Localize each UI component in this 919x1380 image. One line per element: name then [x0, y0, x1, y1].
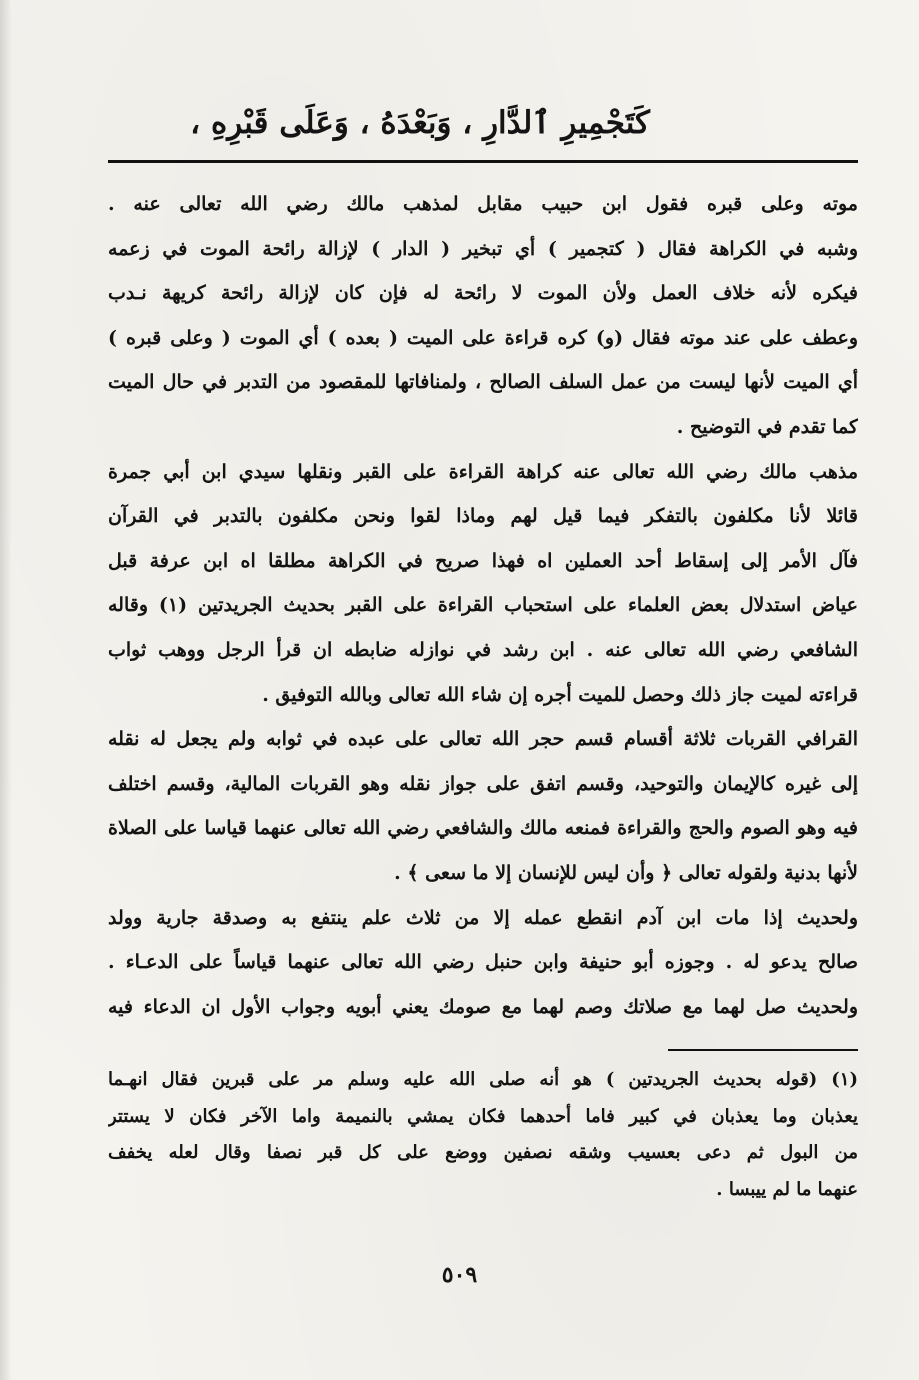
text-line: قراءته لميت جاز ذلك وحصل للميت أجره إن شاء الله تعالى وبالله التوفيق . [262, 683, 858, 706]
header-rule [108, 160, 858, 163]
page-edge-shadow [0, 0, 12, 1380]
text-line: فيه وهو الصوم والحج والقراءة فمنعه مالك والشافعي رضي الله تعالى عنهما قياسا على الصلاة [108, 817, 858, 840]
text-line: ولحديث صل لهما مع صلاتك وصم لهما مع صومك يعني أبويه وجواب الأول ان الدعاء فيه [108, 995, 858, 1018]
text-line: الشافعي رضي الله تعالى عنه . ابن رشد في نوازله ضابطه ان قرأ الرجل ووهب ثواب [108, 638, 858, 661]
text-line: كما تقدم في التوضيح . [676, 415, 858, 438]
footnotes [108, 1062, 858, 1208]
footnote-line: من البول ثم دعى بعسيب وشقه نصفين ووضع على كل قبر نصفا وقال لعله يخفف [108, 1142, 858, 1163]
text-line: وشبه في الكراهة فقال ( كتجمير ) أي تبخير ( الدار ) لإزالة رائحة الموت في زعمه [108, 237, 858, 260]
page-number: ٥٠٩ [441, 1262, 478, 1288]
text-line: عياض استدلال بعض العلماء على استحباب القراءة على القبر بحديث الجريدتين (١) وقاله [108, 594, 858, 617]
text-line: لأنها بدنية ولقوله تعالى ﴿ وأن ليس للإنسان إلا ما سعى ﴾ . [394, 861, 858, 884]
text-line: قائلا لأنا مكلفون بالتفكر فيما قيل لهم وماذا لقوا ونحن مكلفون بالتدبر في القرآن [108, 505, 858, 528]
footnote-line: يعذبان وما يعذبان في كبير فاما أحدهما فكان يمشي بالنميمة واما الآخر فكان لا يستتر [108, 1105, 858, 1127]
running-header: كَتَجْمِيرِ ٱلدَّارِ ، وَبَعْدَهُ ، وَعَلَى قَبْرِهِ ، [190, 105, 650, 141]
text-line: صالح يدعو له . وجوزه أبو حنيفة وابن حنبل رضي الله تعالى عنهما قياساً على الدعـاء . [108, 951, 858, 974]
text-line: فآل الأمر إلى إسقاط أحد العملين اه فهذا صريح في الكراهة مطلقا اه ابن عرفة قبل [108, 549, 858, 572]
text-line: فيكره لأنه خلاف العمل ولأن الموت لا رائحة له فإن كان لإزالة رائحة كريهة نـدب [108, 282, 858, 305]
text-line: أي الميت لأنها ليست من عمل السلف الصالح ، ولمنافاتها للمقصود من التدبر في حال الميت [108, 371, 858, 394]
text-line: موته وعلى قبره فقول ابن حبيب مقابل لمذهب مالك رضي الله تعالى عنه . [108, 193, 858, 215]
text-line: إلى غيره كالإيمان والتوحيد، وقسم اتفق على جواز نقله وهو القربات المالية، وقسم اختلف [108, 772, 858, 795]
footnote-rule [668, 1049, 858, 1051]
footnote-line: (١) (قوله بحديث الجريدتين ) هو أنه صلى الله عليه وسلم مر على قبرين فقال انهـما [108, 1069, 858, 1090]
text-line: وعطف على عند موته فقال (و) كره قراءة على الميت ( بعده ) أي الموت ( وعلى قبره ) [108, 326, 858, 349]
footnote-line: عنهما ما لم ييبسا . [716, 1178, 858, 1200]
text-line: القرافي القربات ثلاثة أقسام قسم حجر الله تعالى على عبده في ثوابه ولم يجعل له نقله [108, 728, 858, 751]
body-text [108, 182, 858, 1029]
text-line: ولحديث إذا مات ابن آدم انقطع عمله إلا من ثلاث علم ينتفع به وصدقة جارية وولد [108, 906, 858, 929]
text-line: مذهب مالك رضي الله تعالى عنه كراهة القراءة على القبر ونقلها سيدي ابن أبي جمرة [108, 460, 858, 483]
